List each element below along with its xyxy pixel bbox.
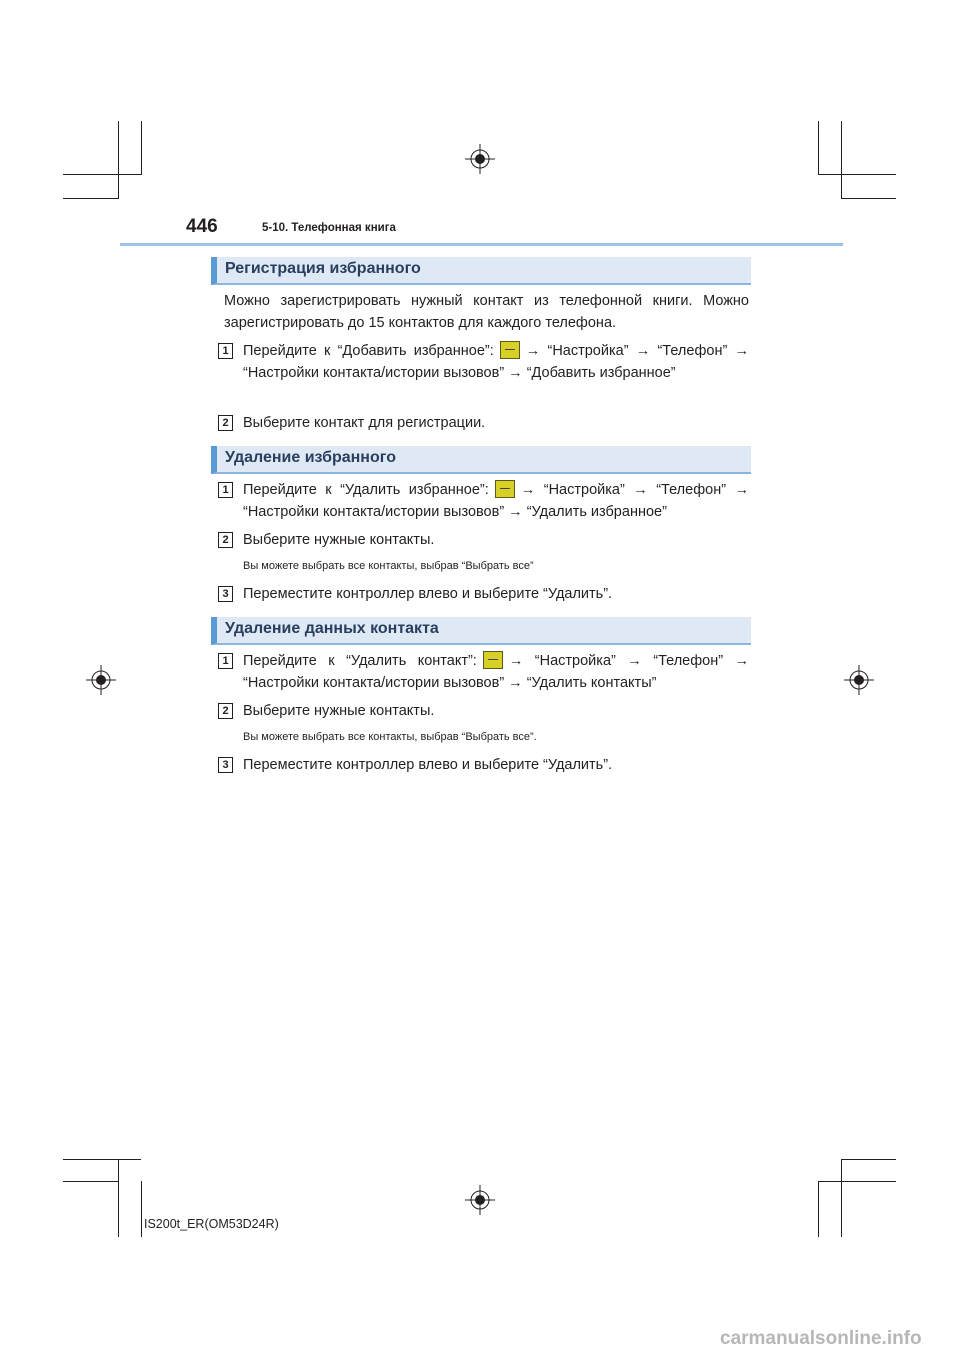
watermark: carmanualsonline.info bbox=[720, 1328, 922, 1349]
step-text bbox=[243, 340, 749, 384]
step-note: Вы можете выбрать все контакты, выбрав “Выбрать все” bbox=[243, 560, 534, 572]
step-number: 2 bbox=[218, 415, 233, 431]
step-number: 1 bbox=[218, 482, 233, 498]
step-text-after: → “Настройка” → “Телефон” → “Настройки контакта/истории вызовов” → “Добавить избранное” bbox=[243, 343, 749, 381]
crop-mark bbox=[118, 1159, 119, 1237]
crop-mark bbox=[63, 174, 141, 175]
section-title: Удаление избранного bbox=[225, 449, 396, 466]
crop-mark bbox=[818, 174, 896, 175]
step bbox=[218, 700, 749, 722]
registration-mark-icon bbox=[844, 665, 874, 695]
section-title: Регистрация избранного bbox=[225, 260, 421, 277]
step-text: Переместите контроллер влево и выберите “Удалить”. bbox=[243, 757, 613, 773]
step bbox=[218, 529, 749, 551]
section-title: Удаление данных контакта bbox=[225, 620, 439, 637]
step-text: Выберите нужные контакты. bbox=[243, 532, 435, 548]
crop-mark bbox=[63, 1159, 141, 1160]
step-text-after: → “Настройка” → “Телефон” → “Настройки контакта/истории вызовов” → “Удалить избранное” bbox=[243, 482, 750, 520]
menu-button-icon bbox=[500, 341, 520, 359]
step-number: 3 bbox=[218, 586, 233, 602]
section-heading bbox=[211, 257, 751, 285]
step-text-before: Перейдите к “Удалить контакт”: bbox=[243, 653, 477, 669]
crop-mark bbox=[63, 1181, 119, 1182]
crop-mark bbox=[141, 1181, 142, 1237]
crop-mark bbox=[63, 198, 119, 199]
crop-mark bbox=[841, 1159, 842, 1237]
section-intro: Можно зарегистрировать нужный контакт из телефонной книги. Можно зарегистрировать до 15 контактов для каждого телефона. bbox=[224, 293, 749, 331]
section-heading bbox=[211, 617, 751, 645]
step-text: Выберите нужные контакты. bbox=[243, 703, 435, 719]
step-number: 1 bbox=[218, 343, 233, 359]
registration-mark-icon bbox=[465, 144, 495, 174]
step bbox=[218, 650, 749, 694]
crop-mark bbox=[841, 198, 896, 199]
step-text-after: → “Настройка” → “Телефон” → “Настройки контакта/истории вызовов” → “Удалить контакты” bbox=[243, 653, 750, 691]
step bbox=[218, 583, 749, 605]
step-note: Вы можете выбрать все контакты, выбрав “Выбрать все”. bbox=[243, 731, 537, 743]
crop-mark bbox=[818, 121, 819, 175]
step-text: Выберите контакт для регистрации. bbox=[243, 415, 486, 431]
step-text bbox=[243, 650, 749, 694]
step-text-before: Перейдите к “Удалить избранное”: bbox=[243, 482, 489, 498]
crop-mark bbox=[818, 1181, 819, 1237]
step bbox=[218, 479, 749, 523]
step-text: Переместите контроллер влево и выберите “Удалить”. bbox=[243, 586, 613, 602]
page-number: 446 bbox=[186, 216, 218, 237]
step bbox=[218, 754, 749, 776]
crop-mark bbox=[841, 121, 842, 198]
step-number: 1 bbox=[218, 653, 233, 669]
document-code: IS200t_ER(OM53D24R) bbox=[144, 1217, 279, 1231]
step-text-before: Перейдите к “Добавить избранное”: bbox=[243, 343, 494, 359]
crop-mark bbox=[818, 1181, 896, 1182]
menu-button-icon bbox=[495, 480, 515, 498]
registration-mark-icon bbox=[86, 665, 116, 695]
step-text bbox=[243, 479, 749, 523]
header-rule bbox=[120, 243, 843, 246]
step-number: 3 bbox=[218, 757, 233, 773]
menu-button-icon bbox=[483, 651, 503, 669]
step-number: 2 bbox=[218, 532, 233, 548]
chapter-title: 5-10. Телефонная книга bbox=[262, 222, 396, 234]
crop-mark bbox=[141, 121, 142, 175]
step bbox=[218, 412, 749, 434]
step-number: 2 bbox=[218, 703, 233, 719]
registration-mark-icon bbox=[465, 1185, 495, 1215]
crop-mark bbox=[841, 1159, 896, 1160]
crop-mark bbox=[118, 121, 119, 198]
step bbox=[218, 340, 749, 384]
section-heading bbox=[211, 446, 751, 474]
